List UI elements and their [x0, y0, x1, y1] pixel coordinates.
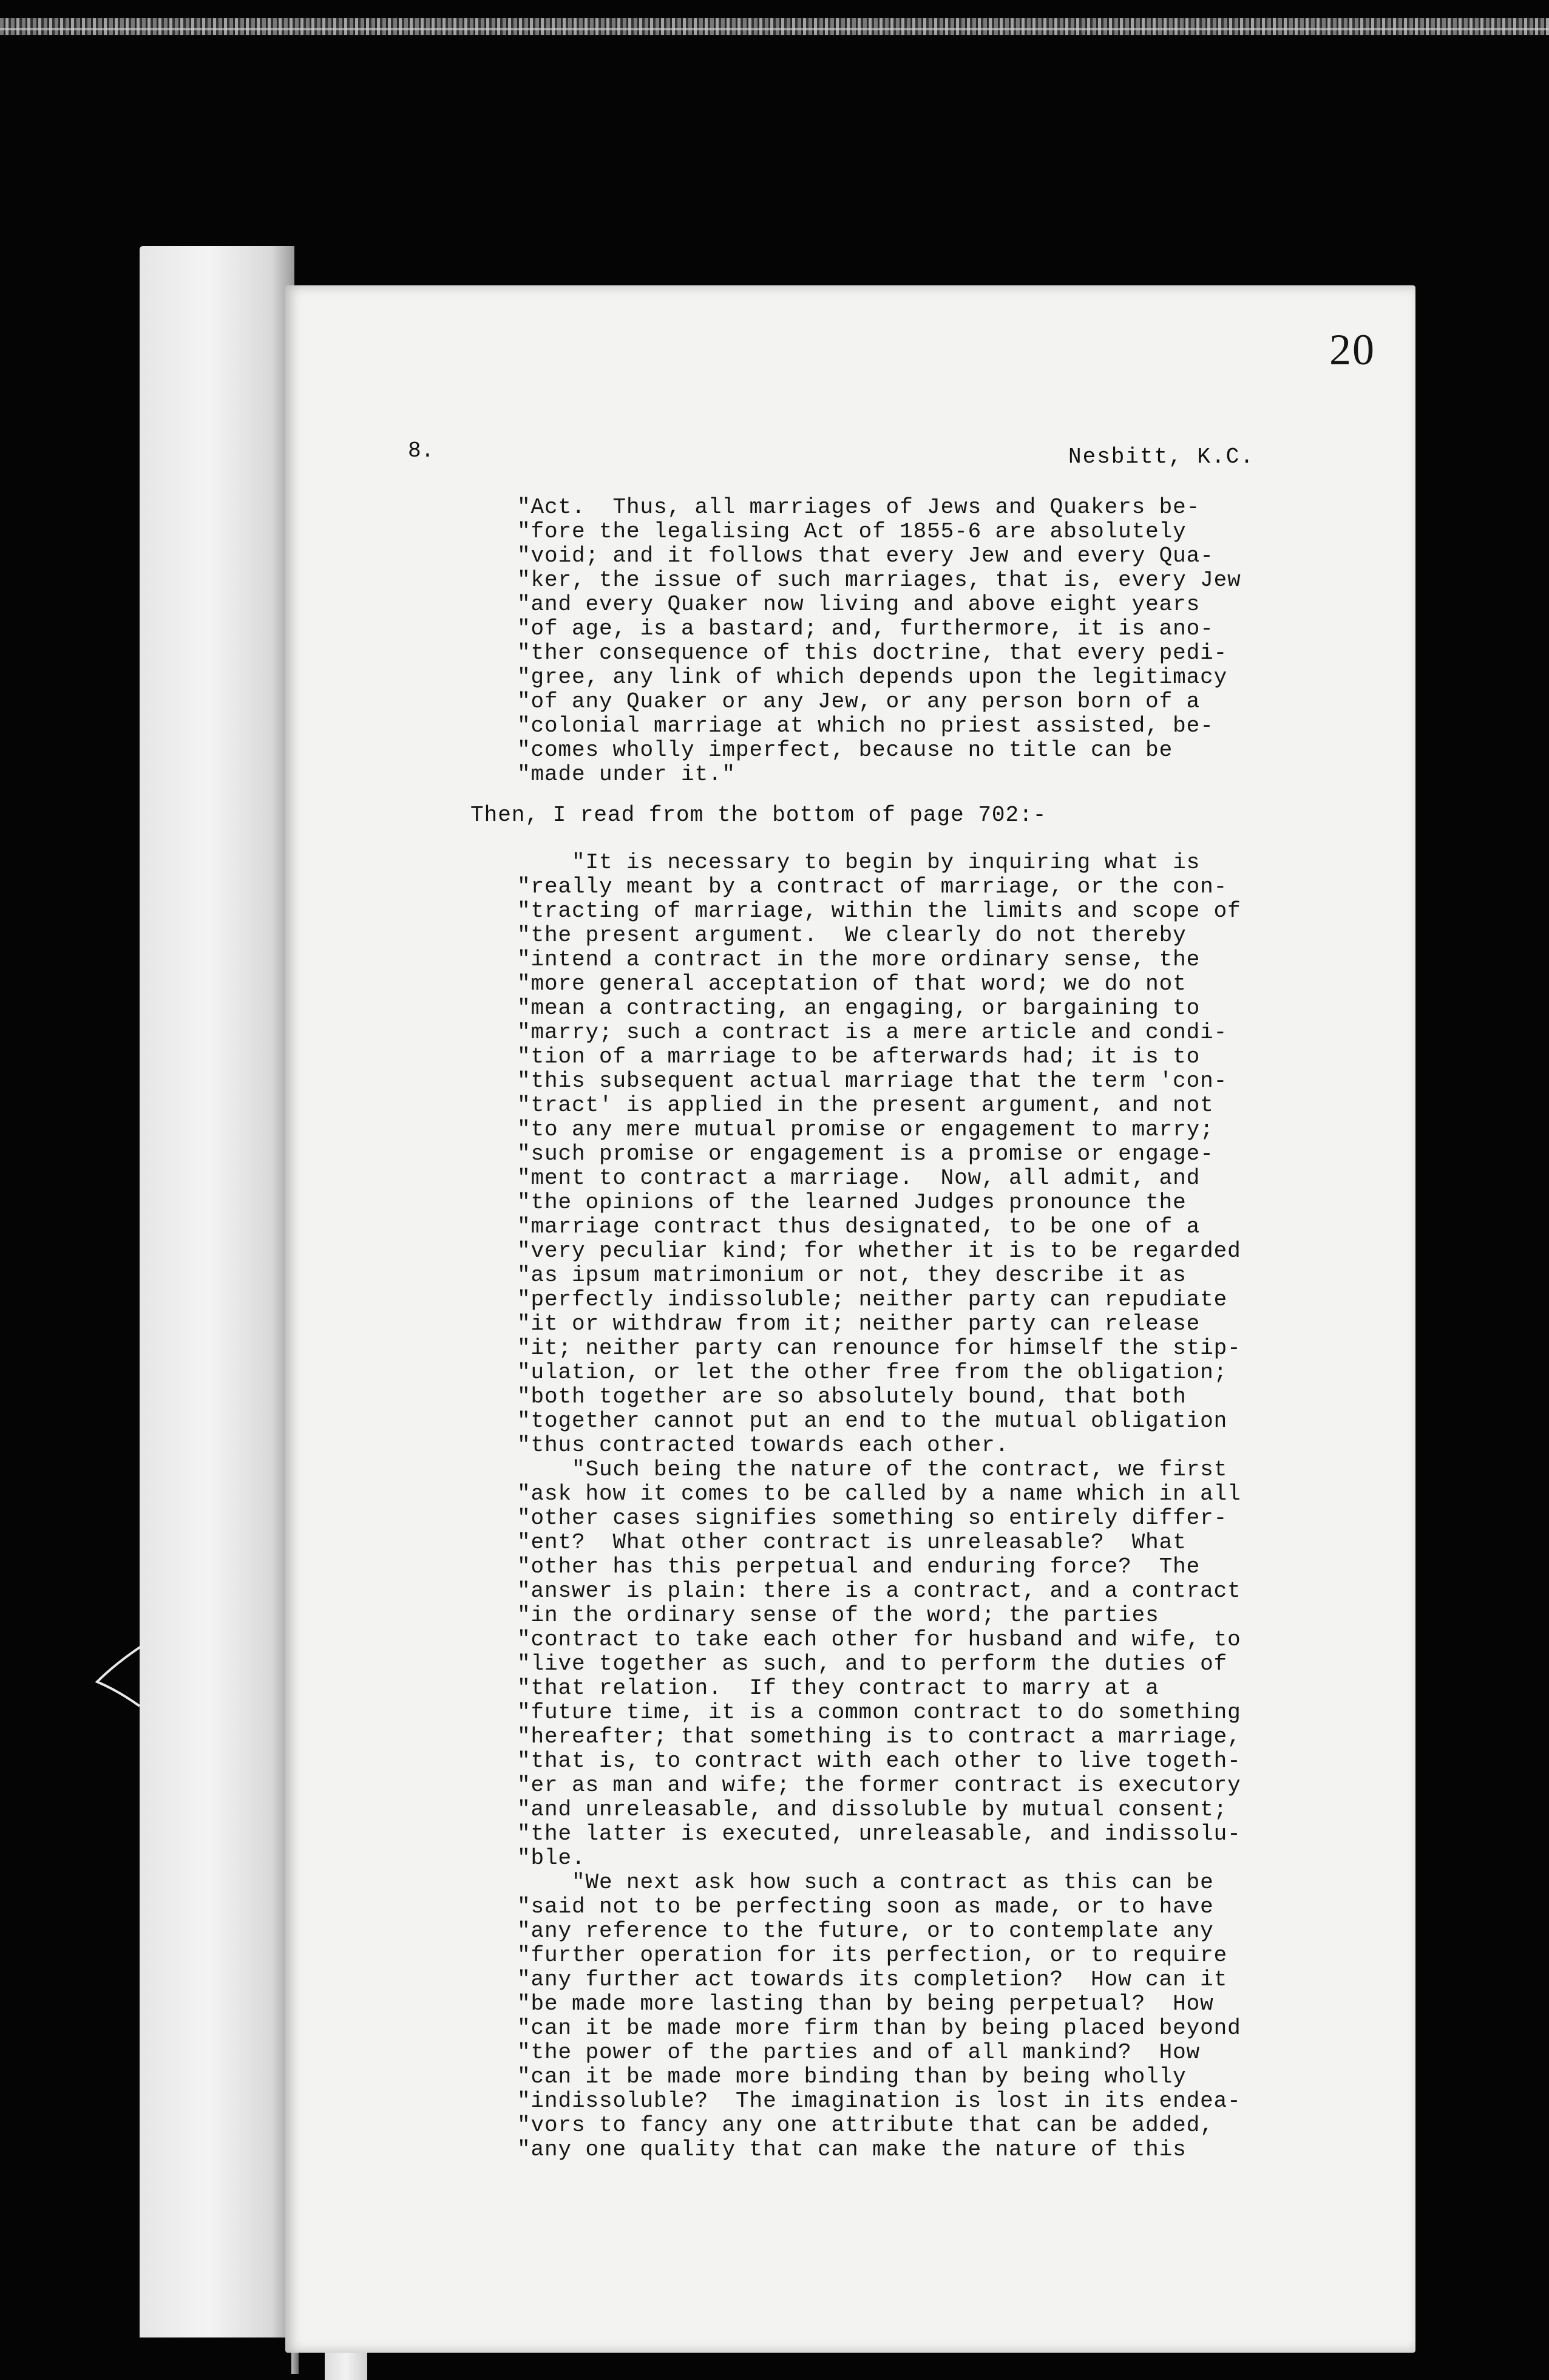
quote-line: "to any mere mutual promise or engagement to marry;	[517, 1117, 1214, 1142]
quote-line: "be made more lasting than by being perpetual? How	[517, 1991, 1214, 2016]
quote-line: "tract' is applied in the present argument, and not	[517, 1093, 1214, 1118]
quote-line: "ble.	[517, 1846, 586, 1871]
quote-line: "ment to contract a marriage. Now, all admit, and	[517, 1166, 1201, 1191]
quote-line: "marry; such a contract is a mere article and condi-	[517, 1020, 1228, 1045]
quote-line: "the power of the parties and of all mankind? How	[517, 2040, 1201, 2065]
quote-line: "the opinions of the learned Judges pronounce the	[517, 1190, 1187, 1215]
quote-line: "gree, any link of which depends upon the legitimacy	[517, 665, 1228, 690]
quote-line: "further operation for its perfection, or to require	[517, 1943, 1228, 1968]
quote-line: "can it be made more binding than by being wholly	[517, 2064, 1187, 2089]
film-edge-stripe	[0, 18, 1549, 35]
quote-line: "really meant by a contract of marriage, or the con-	[517, 874, 1228, 899]
quote-line: "ent? What other contract is unreleasable? What	[517, 1530, 1187, 1555]
quote-line: "can it be made more firm than by being placed beyond	[517, 2016, 1241, 2041]
quote-line: "any one quality that can make the nature of this	[517, 2137, 1187, 2162]
previous-page-sliver	[140, 246, 294, 2338]
quote-line: "marriage contract thus designated, to be one of a	[517, 1214, 1201, 1239]
quote-line: "other cases signifies something so entirely differ-	[517, 1506, 1228, 1531]
quote-line: "of age, is a bastard; and, furthermore, it is ano-	[517, 616, 1214, 641]
quote-line: "tracting of marriage, within the limits and scope of	[517, 899, 1241, 923]
quote-line: "ulation, or let the other free from the obligation;	[517, 1360, 1228, 1385]
quote-line: "any reference to the future, or to contemplate any	[517, 1919, 1214, 1943]
quote-line: "other has this perpetual and enduring force? The	[517, 1554, 1201, 1579]
quote-line: "It is necessary to begin by inquiring what is	[517, 850, 1201, 875]
quote-line: "tion of a marriage to be afterwards had; it is to	[517, 1044, 1201, 1069]
quote-line: "answer is plain: there is a contract, and a contract	[517, 1579, 1241, 1603]
quote-line: "such promise or engagement is a promise or engage-	[517, 1141, 1214, 1166]
quote-line: "indissoluble? The imagination is lost in its endea-	[517, 2089, 1241, 2113]
quote-line: "the present argument. We clearly do not thereby	[517, 923, 1187, 948]
quote-line: "as ipsum matrimonium or not, they describe it as	[517, 1263, 1187, 1288]
quote-line: "of any Quaker or any Jew, or any person born of a	[517, 689, 1201, 714]
quote-line: "intend a contract in the more ordinary sense, the	[517, 947, 1201, 972]
quote-line: "vors to fancy any one attribute that can be added,	[517, 2113, 1214, 2138]
quote-line: "hereafter; that something is to contract a marriage,	[517, 1724, 1241, 1749]
quote-line: "it; neither party can renounce for himself the stip-	[517, 1336, 1241, 1361]
quote-line: "mean a contracting, an engaging, or bargaining to	[517, 996, 1201, 1021]
quote-line: "the latter is executed, unreleasable, and indissolu-	[517, 1821, 1241, 1846]
quote-line: "ask how it comes to be called by a name which in all	[517, 1481, 1241, 1506]
quote-line: "any further act towards its completion? How can it	[517, 1967, 1228, 1992]
quote-line: "said not to be perfecting soon as made, or to have	[517, 1894, 1214, 1919]
quote-line: "Act. Thus, all marriages of Jews and Quakers be-	[517, 495, 1201, 520]
quote-line: "it or withdraw from it; neither party can release	[517, 1311, 1201, 1336]
quote-line: "made under it."	[517, 762, 736, 787]
quote-line: "fore the legalising Act of 1855-6 are absolutely	[517, 519, 1187, 544]
quote-line: "in the ordinary sense of the word; the parties	[517, 1603, 1159, 1628]
quote-line: "and every Quaker now living and above eight years	[517, 592, 1201, 617]
quote-line: "er as man and wife; the former contract is executory	[517, 1773, 1241, 1798]
quote-line: "ther consequence of this doctrine, that every pedi-	[517, 641, 1228, 665]
quote-line: "future time, it is a common contract to do something	[517, 1700, 1241, 1725]
quote-line: "and unreleasable, and dissoluble by mutual consent;	[517, 1797, 1228, 1822]
quote-line: "Such being the nature of the contract, we first	[517, 1457, 1228, 1482]
quote-line: "that relation. If they contract to marry at a	[517, 1676, 1159, 1701]
quote-line: "perfectly indissoluble; neither party can repudiate	[517, 1287, 1228, 1312]
quote-line: "more general acceptation of that word; we do not	[517, 971, 1187, 996]
film-edge-line	[0, 28, 1549, 30]
page-number-stamp: 20	[1329, 325, 1375, 374]
intro-sentence: Then, I read from the bottom of page 702:-	[470, 803, 1047, 828]
quote-line: "thus contracted towards each other.	[517, 1433, 1009, 1458]
page-index: 8.	[408, 438, 435, 463]
quote-line: "both together are so absolutely bound, that both	[517, 1384, 1187, 1409]
quote-line: "void; and it follows that every Jew and every Qua-	[517, 543, 1214, 568]
quote-line: "that is, to contract with each other to live togeth-	[517, 1749, 1241, 1773]
quote-line: "ker, the issue of such marriages, that is, every Jew	[517, 568, 1241, 593]
running-header-author: Nesbitt, K.C.	[1068, 444, 1255, 469]
quote-line: "contract to take each other for husband and wife, to	[517, 1627, 1241, 1652]
quote-line: "live together as such, and to perform the duties of	[517, 1651, 1228, 1676]
quote-line: "very peculiar kind; for whether it is to be regarded	[517, 1239, 1241, 1263]
quote-line: "together cannot put an end to the mutual obligation	[517, 1409, 1228, 1433]
quote-line: "this subsequent actual marriage that the term 'con-	[517, 1069, 1228, 1093]
quote-line: "colonial marriage at which no priest assisted, be-	[517, 713, 1214, 738]
quote-line: "comes wholly imperfect, because no title can be	[517, 738, 1173, 763]
quote-line: "We next ask how such a contract as this can be	[517, 1870, 1214, 1895]
scan-mark-icon	[91, 1639, 146, 1712]
